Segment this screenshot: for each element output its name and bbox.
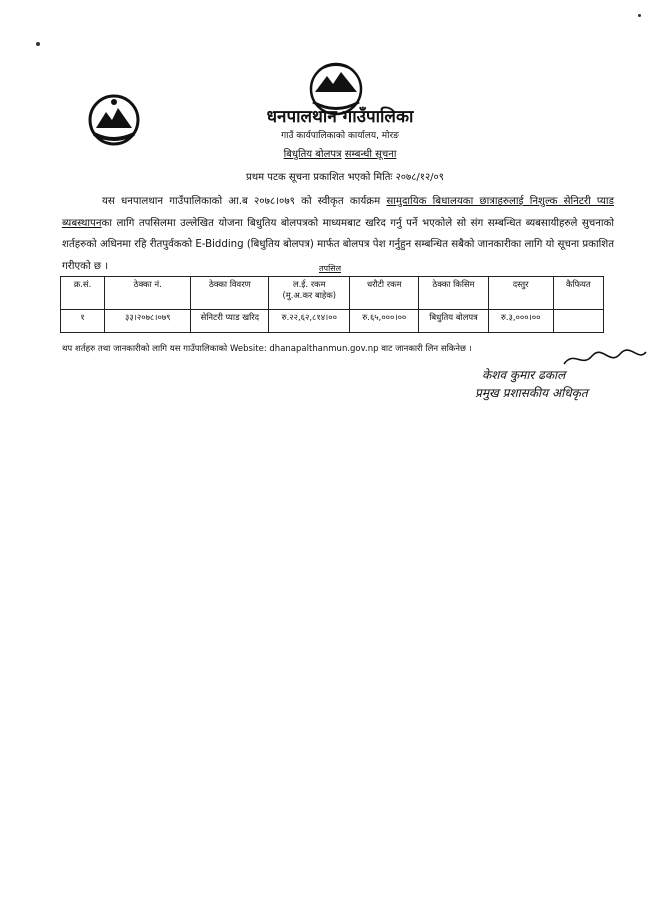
col-header-fee: दस्तुर [488,277,553,310]
cell-deposit: रु.६५,०००।०० [350,310,419,333]
col-header-type: ठेक्का किसिम [419,277,488,310]
estimate-sub-label: (मु.अ.कर बाहेक) [282,290,337,300]
office-subtitle: गाउँ कार्यपालिकाको कार्यालय, मोरङ [281,131,399,141]
table-row [61,310,604,333]
speck-mark [638,14,641,17]
notice-heading-rest: सम्बन्धी सूचना [344,149,397,160]
nepal-emblem-left [88,94,140,146]
speck-mark [36,42,40,46]
cell-estimate: रु.२२,६२,८१४।०० [269,310,350,333]
col-header-remarks: कैफियत [553,277,603,310]
cell-fee: रु.३,०००।०० [488,310,553,333]
cell-sn: १ [61,310,105,333]
col-header-estimate [269,277,350,310]
tender-table [60,276,604,333]
cell-contract-no: ३३।२०७८।०७९ [105,310,191,333]
cell-description: सेनिटरी प्याड खरिद [191,310,269,333]
cell-type: बिधुतिय बोलपत्र [419,310,488,333]
cell-remarks [553,310,603,333]
body-underlined: सामुदायिक बिधालयका छात्राहरुलाई निशुल्क सेनिटरी प्याड ब्यबस्थापन [62,196,614,229]
website-note: थप शर्तहरु तथा जानकारीको लागि यस गाउँपालिकाको Website: dhanapalthanmun.gov.np वाट जानकारी लिन सकिनेछ । [62,344,472,354]
page-title: धनपालथान गाउँपालिका [266,107,414,127]
col-header-contract-no: ठेक्का नं. [105,277,191,310]
signatory-post: प्रमुख प्रशासकीय अधिकृत [475,386,588,400]
notice-heading [210,146,470,160]
body-part-2: का लागि तपसिलमा उल्लेखित योजना बिधुतिय बोलपत्रको माध्यमबाट खरिद गर्नु पर्ने भएकोले सो संग सम्बन्धित ब्यबसायीहरुले सुचनाको शर्तहरुको अधिनमा रहि रीतपुर्वकको E-Bidding (बिधुतिय बोलपत्र) मार्फत बोलपत्र पेश गर्नुहुन सम्बन्धित सबैको जानकारीका लागि यो सूचना प्रकाशित गरीएको छ । [62,217,614,272]
published-date: प्रथम पटक सूचना प्रकाशित भएको मितिः २०७८/१२/०९ [246,172,444,183]
col-header-sn: क्र.सं. [61,277,105,310]
body-part-1: यस धनपालथान गाउँपालिकाको आ.ब २०७८।०७९ को स्वीकृत कार्यक्रम [102,196,387,207]
col-header-deposit: धरौटी रकम [350,277,419,310]
table-label: तपसिल [318,264,341,273]
estimate-label: ल.ई. रकम [292,279,326,289]
col-header-description: ठेक्का विवरण [191,277,269,310]
signatory-name: केशव कुमार ढकाल [482,368,566,382]
table-header-row [61,277,604,310]
notice-heading-main: बिधुतिय बोलपत्र [283,149,342,160]
